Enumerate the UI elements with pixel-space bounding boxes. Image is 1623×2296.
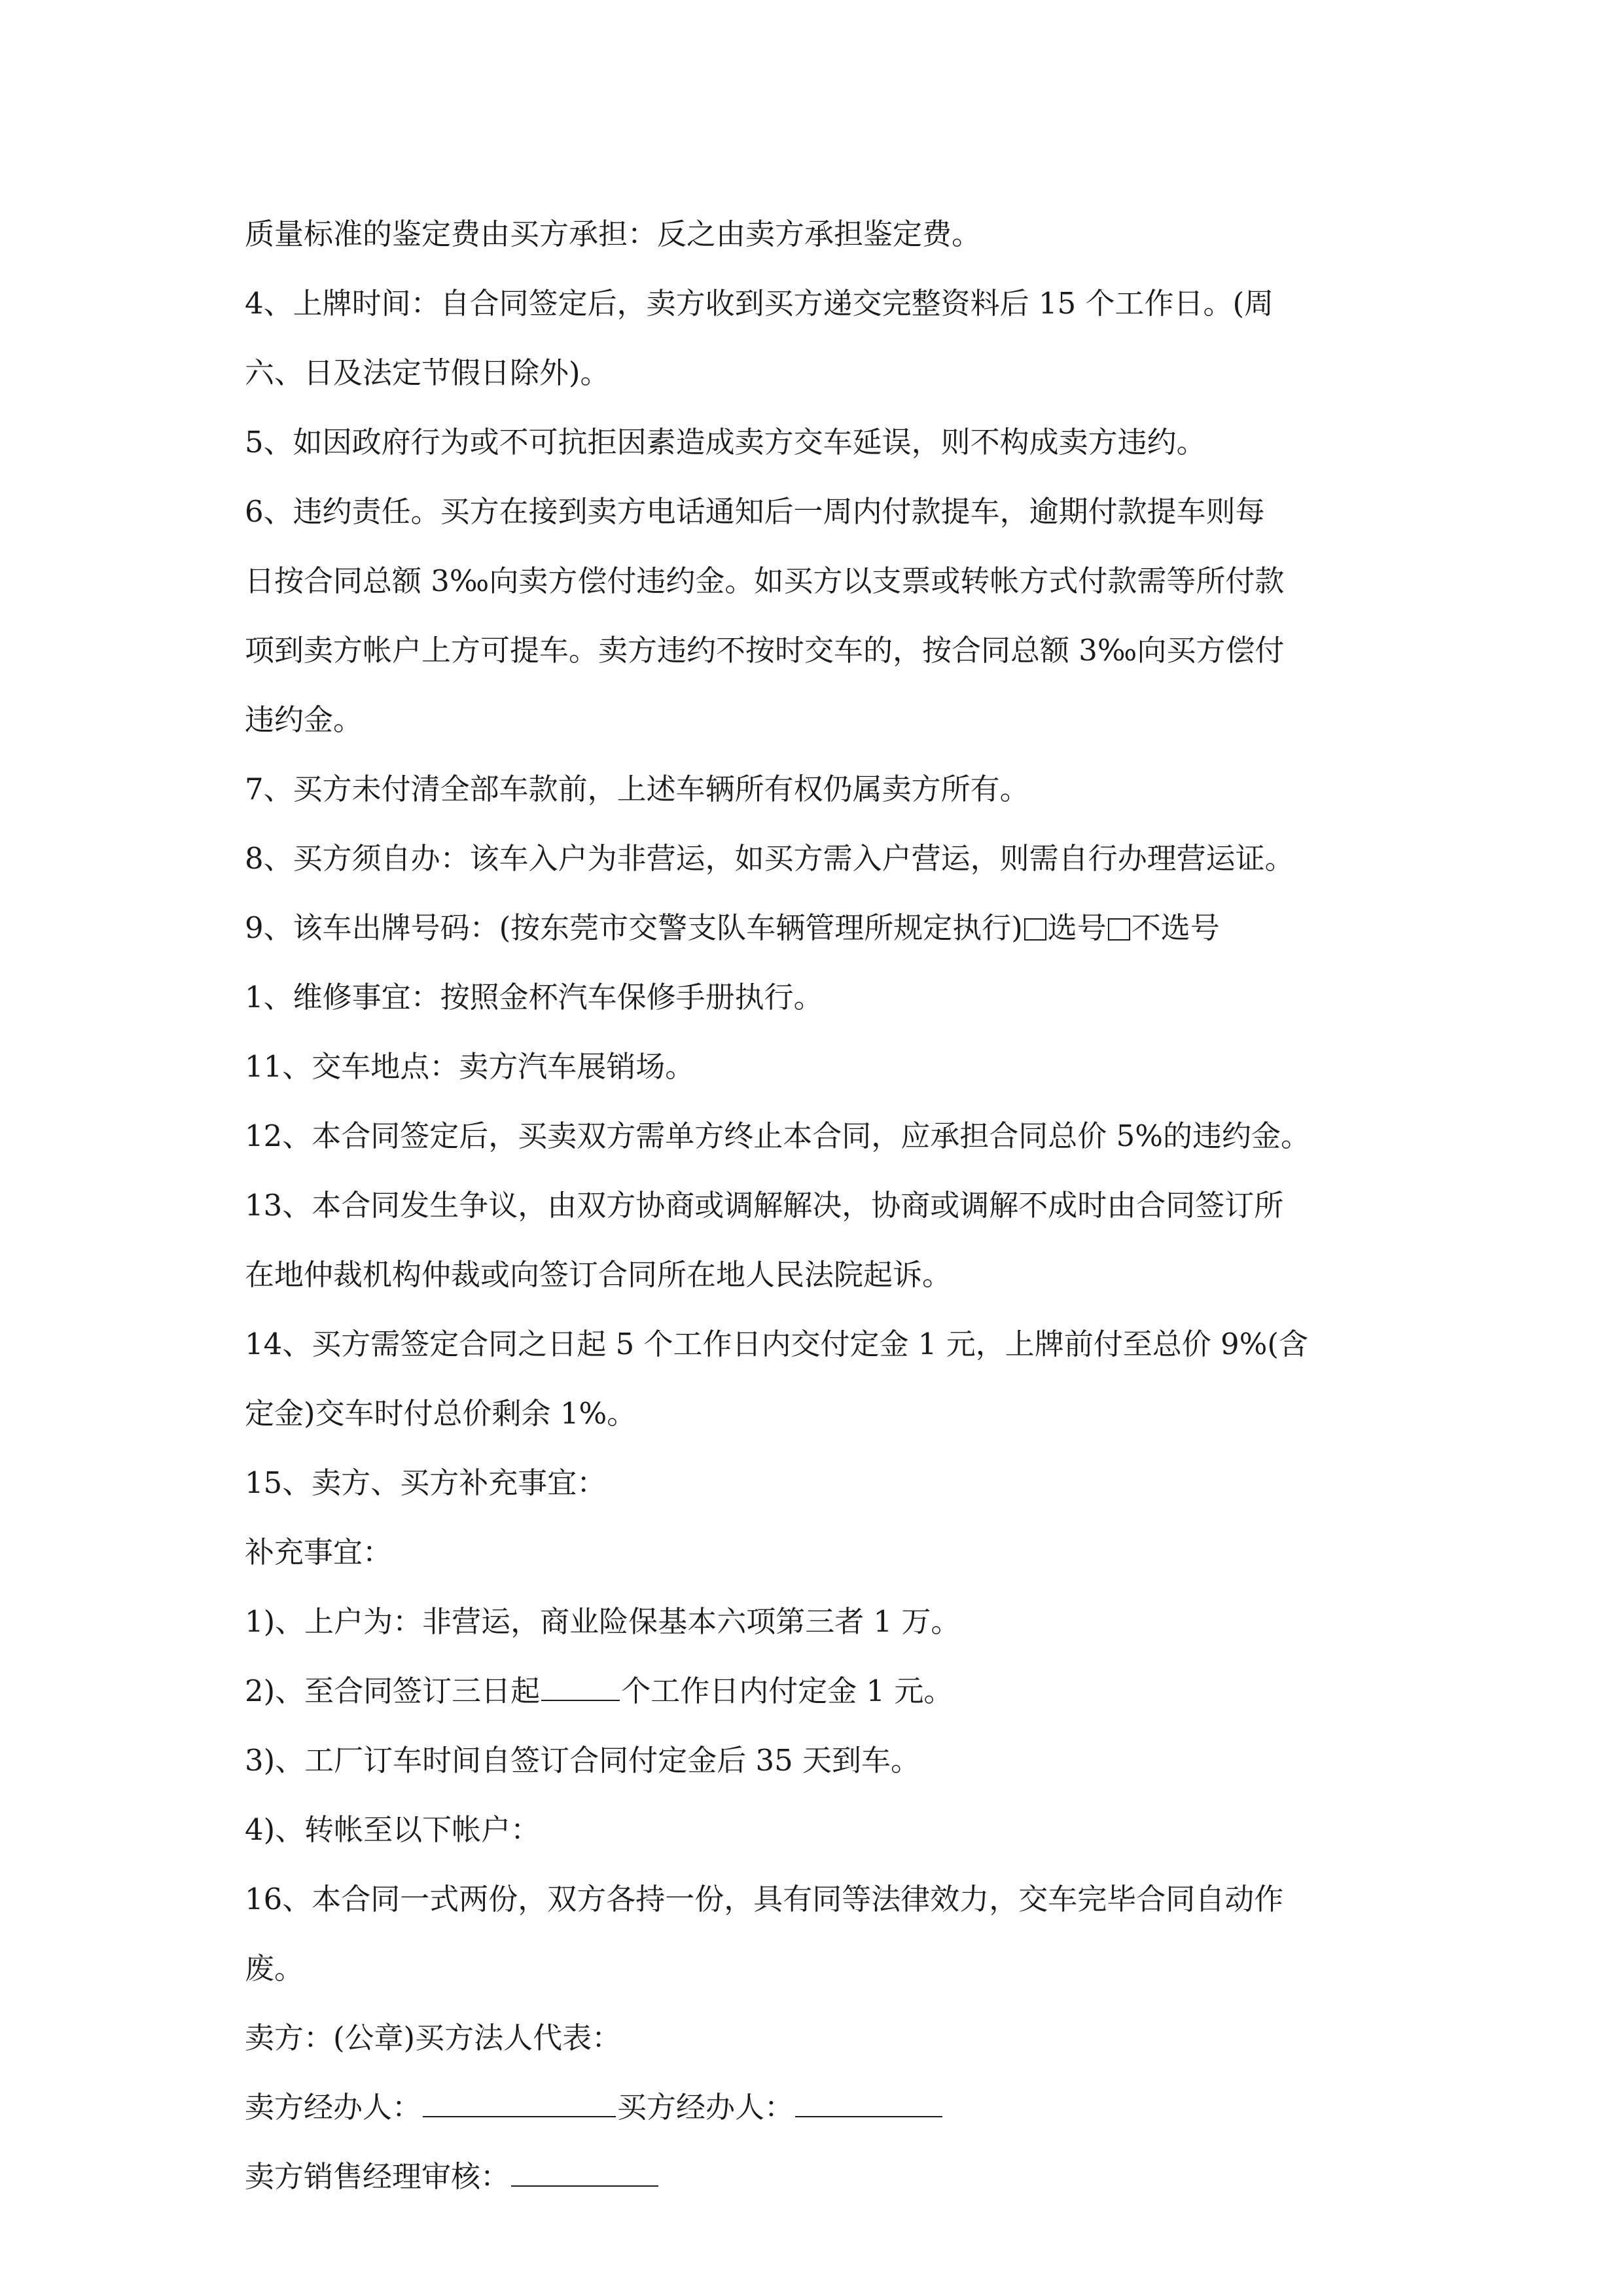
manager-review-label: 卖方销售经理审核： [245,2159,510,2194]
clause-11-line: 11、交车地点：卖方汽车展销场。 [245,1049,695,1084]
clause-6-line: 项到卖方帐户上方可提车。卖方违约不按时交车的，按合同总额 3‰向买方偿付 [245,633,1285,668]
clause-6-line: 6、违约责任。买方在接到卖方电话通知后一周内付款提车，逾期付款提车则每 [245,494,1265,529]
supplement-item-1: 1)、上户为：非营运，商业险保基本六项第三者 1 万。 [245,1604,961,1639]
clause-16-line: 废。 [245,1951,304,1986]
buyer-agent-label: 买方经办人： [617,2090,794,2125]
seller-seal-line: 卖方：(公章)买方法人代表： [245,2020,622,2055]
clause-5-line: 5、如因政府行为或不可抗拒因素造成卖方交车延误，则不构成卖方违约。 [245,425,1206,459]
supplement-item-3: 3)、工厂订车时间自签订合同付定金后 35 天到车。 [245,1743,921,1778]
clause-15-line: 15、卖方、买方补充事宜： [245,1465,607,1500]
clause-4-line: 4、上牌时间：自合同签定后，卖方收到买方递交完整资料后 15 个工作日。(周 [245,286,1274,321]
clause-9-text: 9、该车出牌号码：(按东莞市交警支队车辆管理所规定执行) [245,910,1023,945]
contract-body [245,200,1410,2212]
agent-signature-line [245,2073,1410,2142]
clause-8-line: 8、买方须自办：该车入户为非营运，如买方需入户营运，则需自行办理营运证。 [245,841,1294,876]
manager-review-line [245,2142,1410,2212]
select-number-label: 选号 [1047,910,1107,945]
supplement-item-4: 4)、转帐至以下帐户： [245,1812,541,1847]
seller-agent-blank-field[interactable] [423,2087,616,2117]
clause-13-line: 在地仲裁机构仲裁或向签订合同所在地人民法院起诉。 [245,1257,952,1292]
clause-9-line [245,893,1410,963]
clause-7-line: 7、买方未付清全部车款前，上述车辆所有权仍属卖方所有。 [245,772,1029,806]
select-number-checkbox[interactable] [1024,918,1046,941]
clause-14-line: 定金)交车时付总价剩余 1%。 [245,1396,637,1431]
workdays-blank-field[interactable] [541,1671,620,1701]
clause-4-line: 六、日及法定节假日除外)。 [245,355,610,390]
no-select-number-label: 不选号 [1131,910,1220,945]
clause-6-line: 日按合同总额 3‰向卖方偿付违约金。如买方以支票或转帐方式付款需等所付款 [245,564,1285,598]
no-select-number-checkbox[interactable] [1108,918,1130,941]
manager-review-blank-field[interactable] [511,2157,658,2187]
clause-13-line: 13、本合同发生争议，由双方协商或调解解决，协商或调解不成时由合同签订所 [245,1188,1284,1223]
seller-agent-label: 卖方经办人： [245,2090,422,2125]
clause-16-line: 16、本合同一式两份，双方各持一份，具有同等法律效力，交车完毕合同自动作 [245,1882,1284,1916]
supplement-heading: 补充事宜： [245,1535,393,1570]
supplement-item-2 [245,1657,1410,1726]
buyer-agent-blank-field[interactable] [795,2087,942,2117]
supplement-item-2-prefix: 2)、至合同签订三日起 [245,1674,541,1708]
clause-6-line: 违约金。 [245,702,363,737]
clause-10-line: 1、维修事宜：按照金杯汽车保修手册执行。 [245,980,823,1014]
paragraph-line: 质量标准的鉴定费由买方承担：反之由卖方承担鉴定费。 [245,217,982,251]
supplement-item-2-suffix: 个工作日内付定金 1 元。 [621,1674,954,1708]
clause-14-line: 14、买方需签定合同之日起 5 个工作日内交付定金 1 元，上牌前付至总价 9%(含 [245,1327,1308,1361]
clause-12-line: 12、本合同签定后，买卖双方需单方终止本合同，应承担合同总价 5%的违约金。 [245,1119,1310,1153]
